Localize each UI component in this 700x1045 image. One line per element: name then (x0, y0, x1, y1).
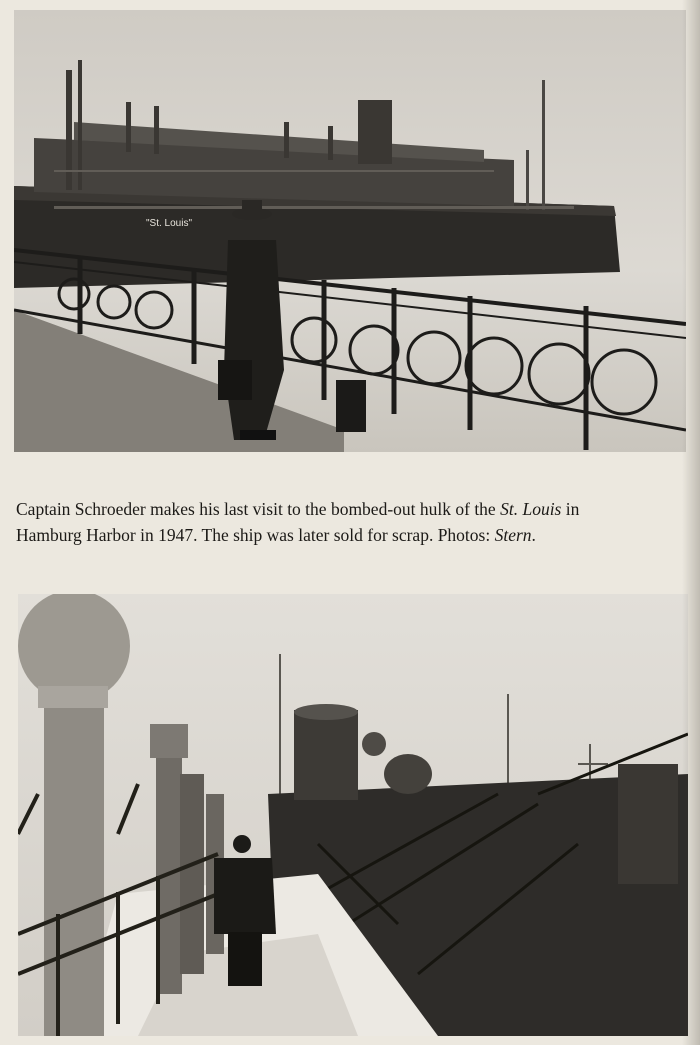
caption-line-2 (16, 522, 692, 548)
caption-line-1 (16, 496, 692, 522)
page-edge-shadow (682, 0, 700, 1045)
photo-top-illustration (14, 10, 686, 452)
hull-lettering: "St. Louis" (146, 218, 193, 229)
caption-ship-name: St. Louis (500, 499, 562, 519)
caption-photo-credit: Stern (494, 525, 532, 545)
caption-line-2-text: Hamburg Harbor in 1947. The ship was later sold for scrap. Photos: (16, 525, 495, 545)
photo-ship-and-captain (14, 10, 686, 452)
caption-line-1-text: Captain Schroeder makes his last visit to the bombed-out hulk of the (16, 499, 501, 519)
caption-line-2-tail: . (531, 525, 536, 545)
photo-caption (16, 496, 692, 548)
caption-line-1-tail: in (561, 499, 580, 519)
photo-bottom-illustration (18, 594, 688, 1036)
photo-deck-wreckage (18, 594, 688, 1036)
